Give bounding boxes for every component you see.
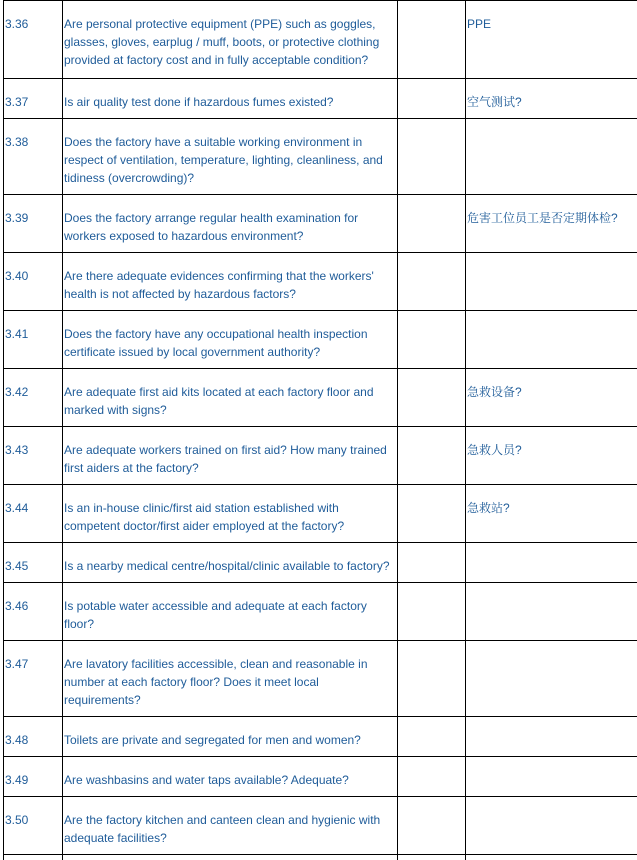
- table-row: [4, 485, 637, 543]
- item-number: [4, 855, 63, 860]
- table-row: [4, 369, 637, 427]
- remark-cell: [466, 311, 637, 369]
- question-text: Are personal protective equipment (PPE) such as goggles, glasses, gloves, earplug / muff, boots, or protective clothing provided at factory cost and in fully acceptable condition?: [63, 1, 398, 79]
- remark-cell: 急救站?: [466, 485, 637, 543]
- question-text: Are lavatory facilities accessible, clean and reasonable in number at each factory floor? Does it meet local requirements?: [63, 641, 398, 717]
- remark-cell: 急救设备?: [466, 369, 637, 427]
- answer-cell: [398, 253, 466, 311]
- remark-cell: [466, 253, 637, 311]
- item-number: 3.40: [4, 253, 63, 311]
- question-text: Are the factory kitchen and canteen clean and hygienic with adequate facilities?: [63, 797, 398, 855]
- table-row: [4, 757, 637, 797]
- answer-cell: [398, 717, 466, 757]
- item-number: 3.45: [4, 543, 63, 583]
- question-text: Does the factory arrange regular health examination for workers exposed to hazardous environment?: [63, 195, 398, 253]
- item-number: 3.50: [4, 797, 63, 855]
- answer-cell: [398, 797, 466, 855]
- question-text: Is a nearby medical centre/hospital/clinic available to factory?: [63, 543, 398, 583]
- answer-cell: [398, 543, 466, 583]
- answer-cell: [398, 1, 466, 79]
- question-text: Are adequate first aid kits located at each factory floor and marked with signs?: [63, 369, 398, 427]
- remark-cell: [466, 797, 637, 855]
- question-text: Toilets are private and segregated for men and women?: [63, 717, 398, 757]
- item-number: 3.49: [4, 757, 63, 797]
- remark-cell: PPE: [466, 1, 637, 79]
- question-text: [63, 855, 398, 860]
- answer-cell: [398, 427, 466, 485]
- remark-cell: [466, 641, 637, 717]
- audit-checklist-table: [3, 0, 637, 860]
- item-number: 3.43: [4, 427, 63, 485]
- table-row: [4, 641, 637, 717]
- question-text: Is potable water accessible and adequate at each factory floor?: [63, 583, 398, 641]
- remark-cell: [466, 757, 637, 797]
- table-row: [4, 1, 637, 79]
- table-row: [4, 79, 637, 119]
- item-number: 3.37: [4, 79, 63, 119]
- table-row: [4, 195, 637, 253]
- question-text: Are adequate workers trained on first aid? How many trained first aiders at the factory?: [63, 427, 398, 485]
- question-text: Are washbasins and water taps available? Adequate?: [63, 757, 398, 797]
- remark-cell: 空气测试?: [466, 79, 637, 119]
- answer-cell: [398, 641, 466, 717]
- question-text: Does the factory have any occupational health inspection certificate issued by local government authority?: [63, 311, 398, 369]
- answer-cell: [398, 583, 466, 641]
- remark-cell: 危害工位员工是否定期体检?: [466, 195, 637, 253]
- table-row: [4, 583, 637, 641]
- remark-cell: [466, 855, 637, 860]
- remark-cell: [466, 717, 637, 757]
- table-row: [4, 119, 637, 195]
- item-number: 3.48: [4, 717, 63, 757]
- table-row: [4, 427, 637, 485]
- item-number: 3.46: [4, 583, 63, 641]
- table-row: [4, 543, 637, 583]
- item-number: 3.36: [4, 1, 63, 79]
- item-number: 3.44: [4, 485, 63, 543]
- question-text: Does the factory have a suitable working environment in respect of ventilation, temperature, lighting, cleanliness, and tidiness (overcrowding)?: [63, 119, 398, 195]
- answer-cell: [398, 369, 466, 427]
- item-number: 3.42: [4, 369, 63, 427]
- table-row: [4, 855, 637, 860]
- answer-cell: [398, 195, 466, 253]
- item-number: 3.38: [4, 119, 63, 195]
- answer-cell: [398, 757, 466, 797]
- question-text: Is an in-house clinic/first aid station established with competent doctor/first aider employed at the factory?: [63, 485, 398, 543]
- table-row: [4, 717, 637, 757]
- item-number: 3.41: [4, 311, 63, 369]
- remark-cell: [466, 583, 637, 641]
- remark-cell: [466, 543, 637, 583]
- item-number: 3.39: [4, 195, 63, 253]
- table-row: [4, 311, 637, 369]
- table-row: [4, 797, 637, 855]
- answer-cell: [398, 855, 466, 860]
- item-number: 3.47: [4, 641, 63, 717]
- question-text: Are there adequate evidences confirming that the workers' health is not affected by hazardous factors?: [63, 253, 398, 311]
- answer-cell: [398, 79, 466, 119]
- answer-cell: [398, 119, 466, 195]
- remark-cell: [466, 119, 637, 195]
- answer-cell: [398, 311, 466, 369]
- question-text: Is air quality test done if hazardous fumes existed?: [63, 79, 398, 119]
- table-row: [4, 253, 637, 311]
- remark-cell: 急救人员?: [466, 427, 637, 485]
- answer-cell: [398, 485, 466, 543]
